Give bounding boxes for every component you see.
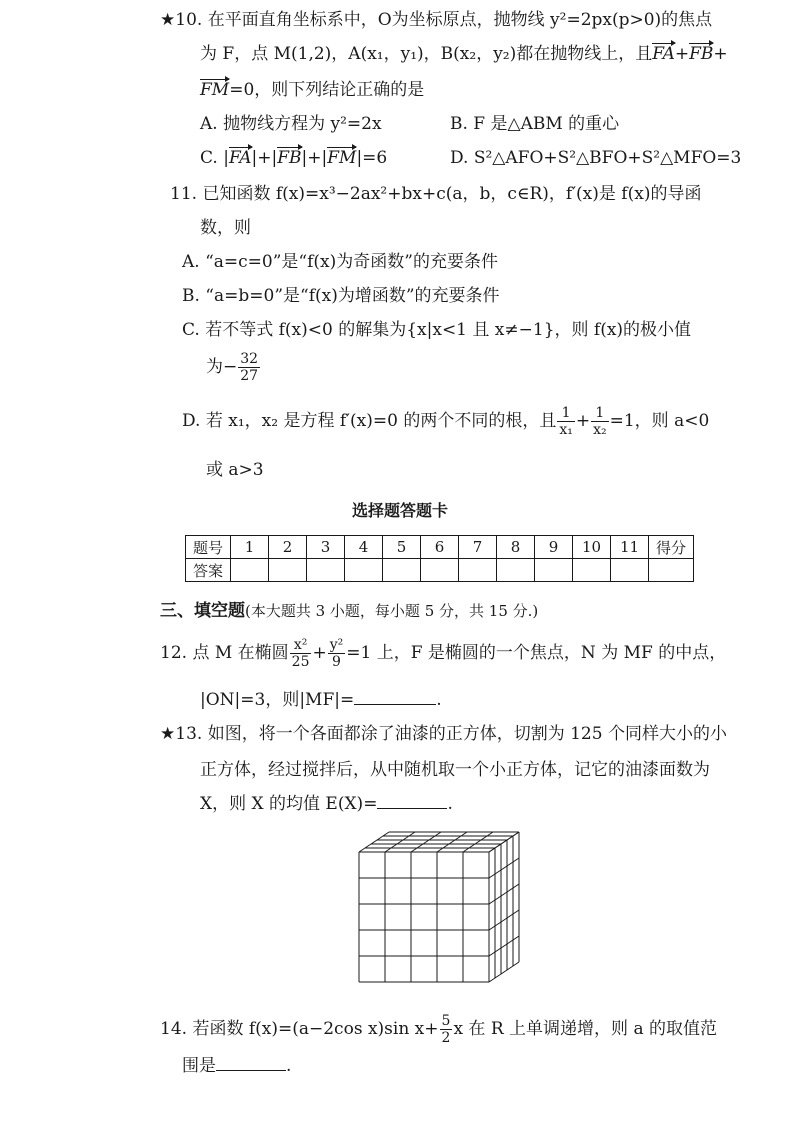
cube-grid-line xyxy=(463,832,493,852)
q11-option-c: C. 若不等式 f(x)<0 的解集为{x|x<1 且 x≠−1}，则 f(x)的极小值 xyxy=(182,320,692,340)
question-11-line-2: 数，则 xyxy=(200,218,251,238)
answer-cell[interactable] xyxy=(345,559,383,582)
question-13-line-1 xyxy=(160,726,727,743)
answer-cell[interactable] xyxy=(383,559,421,582)
q11-option-d xyxy=(182,406,709,437)
fraction-numerator: x² xyxy=(290,638,312,654)
fraction xyxy=(557,406,575,437)
question-13-line-3 xyxy=(200,796,453,813)
star-icon: ★ xyxy=(160,10,176,30)
q10-option-d: D. S²△AFO+S²△BFO+S²△MFO=3 xyxy=(450,148,742,168)
q14-text: x 在 R 上单调递增，则 a 的取值范 xyxy=(453,1019,717,1039)
answer-card-answer-row xyxy=(186,559,694,582)
answer-card-number-row xyxy=(186,536,694,559)
answer-cell[interactable] xyxy=(535,559,573,582)
q12-text: =1 上，F 是椭圆的一个焦点，N 为 MF 的中点， xyxy=(346,643,727,663)
vector-fm: FM xyxy=(200,80,230,100)
question-number-cell: 4 xyxy=(345,536,383,559)
question-number-cell: 5 xyxy=(383,536,421,559)
plus-sign: + xyxy=(674,44,690,64)
cube-grid-line xyxy=(359,832,389,852)
section-3-header xyxy=(160,603,538,620)
q10-option-c-part: C. | xyxy=(200,148,229,168)
question-number-cell: 6 xyxy=(421,536,459,559)
cube-grid-line xyxy=(437,832,467,852)
answer-blank[interactable] xyxy=(354,704,436,705)
answer-cell[interactable] xyxy=(231,559,269,582)
plus-sign: + xyxy=(312,643,327,663)
cube-grid-line xyxy=(489,936,519,956)
q12-text: 12. 点 M 在椭圆 xyxy=(160,643,289,663)
cube-grid-line xyxy=(489,910,519,930)
vector-fb: FB xyxy=(689,44,714,64)
fraction-denominator: 25 xyxy=(291,654,310,670)
vector-fa: FA xyxy=(652,44,675,64)
fraction-denominator: 27 xyxy=(240,368,259,384)
q10-text-1: 10. 在平面直角坐标系中，O为坐标原点，抛物线 y²=2px(p>0)的焦点 xyxy=(175,10,713,30)
q11-option-d-line-2: 或 a>3 xyxy=(206,460,264,480)
score-header: 得分 xyxy=(649,536,694,559)
q11-option-d-text: =1，则 a<0 xyxy=(609,411,710,431)
question-14-line-1 xyxy=(160,1014,717,1045)
question-11-line-1: 11. 已知函数 f(x)=x³−2ax²+bx+c(a，b，c∈R)，f′(x)是 f(x)的导函 xyxy=(170,184,702,204)
question-13-line-2: 正方体，经过搅拌后，从中随机取一个小正方体，记它的油漆面数为 xyxy=(200,760,710,780)
q10-option-c xyxy=(200,150,387,167)
fraction-denominator: x₂ xyxy=(593,422,607,438)
section-3-note: (本大题共 3 小题，每小题 5 分，共 15 分.) xyxy=(245,602,539,620)
q11-option-c-text: 为− xyxy=(206,357,238,377)
question-number-cell: 11 xyxy=(611,536,649,559)
question-number-cell: 7 xyxy=(459,536,497,559)
question-10-line-3 xyxy=(200,82,424,99)
answer-cell[interactable] xyxy=(421,559,459,582)
question-number-cell: 1 xyxy=(231,536,269,559)
question-number-cell: 10 xyxy=(573,536,611,559)
answer-card-title: 选择题答题卡 xyxy=(351,501,448,520)
q14-text: . xyxy=(286,1056,292,1076)
question-12-line-1 xyxy=(160,638,726,669)
q13-text: . xyxy=(447,794,453,814)
question-number-cell: 3 xyxy=(307,536,345,559)
cube-grid-line xyxy=(385,832,415,852)
question-14-line-2 xyxy=(182,1058,291,1075)
answer-blank[interactable] xyxy=(377,808,447,809)
q11-option-c-line-2 xyxy=(206,352,261,383)
question-12-line-2 xyxy=(200,692,442,709)
fraction xyxy=(290,638,312,669)
fraction xyxy=(328,638,346,669)
fraction-numerator: 1 xyxy=(591,406,609,422)
q10-text-3: =0，则下列结论正确的是 xyxy=(229,80,425,100)
answer-cell[interactable] xyxy=(497,559,535,582)
cube-grid-line xyxy=(411,832,441,852)
cube-diagram xyxy=(355,828,525,998)
answer-cell[interactable] xyxy=(611,559,649,582)
fraction-denominator: x₁ xyxy=(559,422,573,438)
fraction-denominator: 2 xyxy=(441,1030,451,1046)
q12-text: . xyxy=(436,690,442,710)
q10-option-b: B. F 是△ABM 的重心 xyxy=(450,114,620,134)
q10-option-c-part: |+| xyxy=(251,148,278,168)
question-number-cell: 8 xyxy=(497,536,535,559)
q10-text-2: 为 F，点 M(1,2)，A(x₁，y₁)，B(x₂，y₂)都在抛物线上，且 xyxy=(200,44,653,64)
answer-card-table xyxy=(185,535,694,582)
answer-cell[interactable] xyxy=(269,559,307,582)
answer-header: 答案 xyxy=(186,559,231,582)
answer-cell[interactable] xyxy=(307,559,345,582)
q12-text: |ON|=3，则|MF|= xyxy=(200,690,355,710)
question-number-cell: 9 xyxy=(535,536,573,559)
cube-grid-line xyxy=(489,962,519,982)
q14-text: 围是 xyxy=(182,1056,216,1076)
fraction-numerator: 5 xyxy=(441,1013,451,1029)
q10-option-c-part: |+| xyxy=(301,148,328,168)
fraction-numerator: 32 xyxy=(240,351,259,367)
q11-option-d-text: D. 若 x₁，x₂ 是方程 f′(x)=0 的两个不同的根，且 xyxy=(182,411,557,431)
q11-option-a: A. “a=c=0”是“f(x)为奇函数”的充要条件 xyxy=(182,252,498,272)
cube-grid-line xyxy=(489,884,519,904)
score-cell[interactable] xyxy=(649,559,694,582)
fraction xyxy=(591,406,609,437)
question-number-cell: 2 xyxy=(269,536,307,559)
q11-option-b: B. “a=b=0”是“f(x)为增函数”的充要条件 xyxy=(182,286,500,306)
vector-fm: FM xyxy=(327,148,357,168)
cube-grid-line xyxy=(489,858,519,878)
question-10-line-1 xyxy=(160,12,712,29)
fraction-numerator: 1 xyxy=(557,406,575,422)
fraction-denominator: 9 xyxy=(332,654,341,670)
fraction xyxy=(238,352,260,383)
q10-option-a: A. 抛物线方程为 y²=2x xyxy=(200,114,382,134)
answer-blank[interactable] xyxy=(216,1070,286,1071)
q13-text: X，则 X 的均值 E(X)= xyxy=(200,794,378,814)
question-number-header: 题号 xyxy=(186,536,231,559)
plus-sign: + xyxy=(575,411,591,431)
star-icon: ★ xyxy=(160,724,176,744)
answer-cell[interactable] xyxy=(459,559,497,582)
fraction xyxy=(440,1014,453,1045)
plus-sign: + xyxy=(713,44,728,64)
q14-text: 14. 若函数 f(x)=(a−2cos x)sin x+ xyxy=(160,1019,439,1039)
cube-grid-line xyxy=(489,832,519,852)
q13-text: 13. 如图，将一个各面都涂了油漆的正方体，切割为 125 个同样大小的小 xyxy=(175,724,727,744)
answer-cell[interactable] xyxy=(573,559,611,582)
q10-option-c-part: |=6 xyxy=(356,148,388,168)
section-3-title: 三、填空题 xyxy=(160,601,245,621)
vector-fb: FB xyxy=(277,148,302,168)
vector-fa: FA xyxy=(228,148,252,168)
fraction-numerator: y² xyxy=(329,637,344,653)
question-10-line-2 xyxy=(200,46,728,63)
